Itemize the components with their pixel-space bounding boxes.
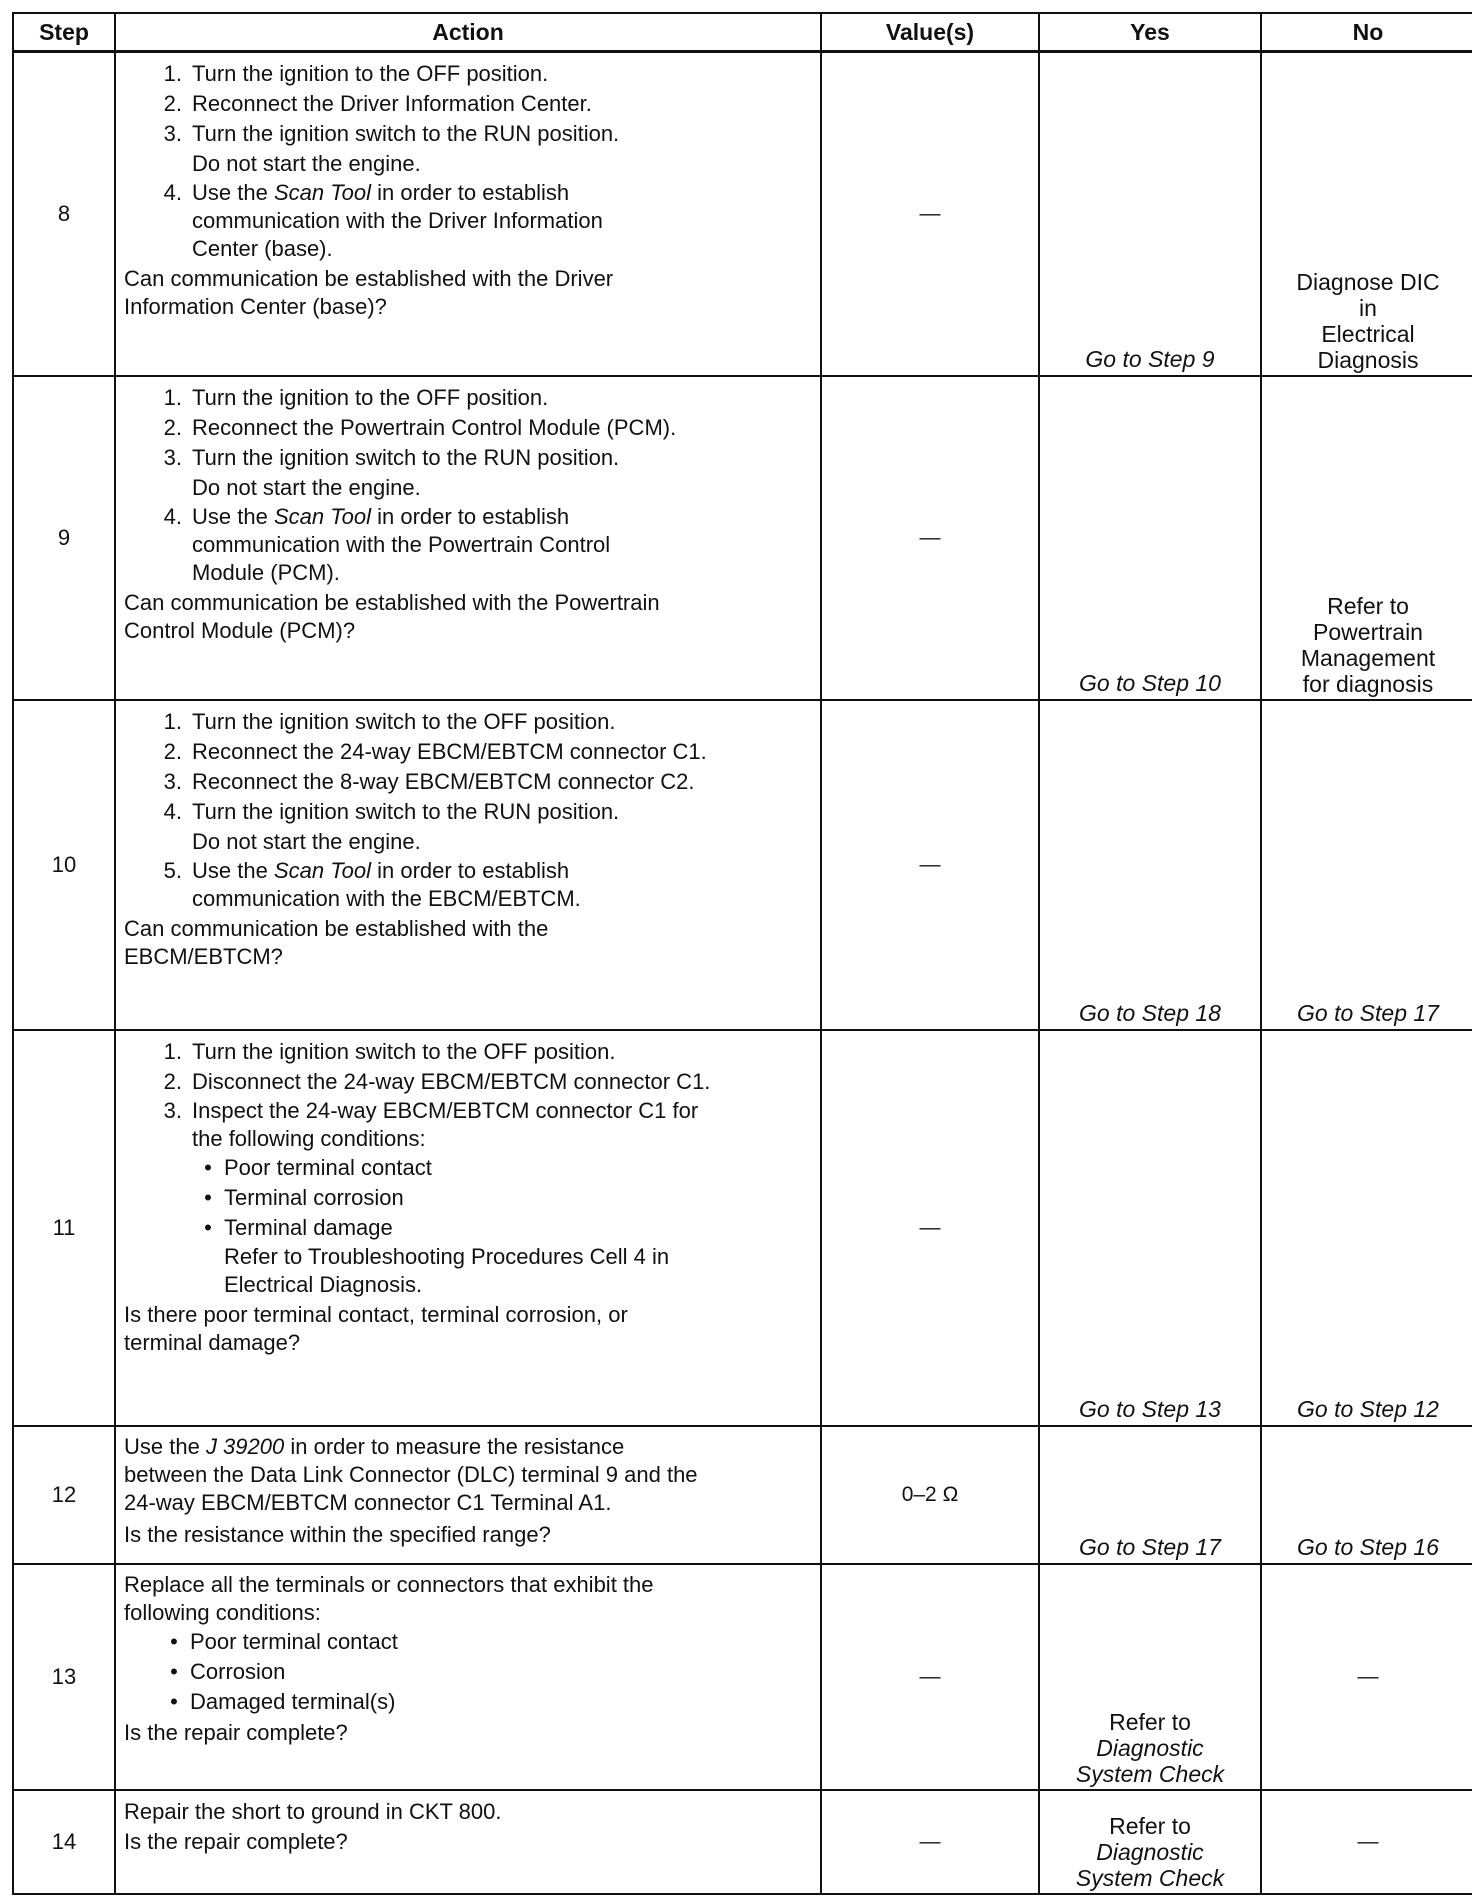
question-line: Is the repair complete? [124, 1719, 348, 1745]
list-item [124, 1183, 814, 1213]
step-number: 14 [13, 1790, 115, 1894]
item-text: in order to measure the resistance [284, 1433, 625, 1459]
item-text: communication with the Driver Information [192, 208, 603, 233]
item-text: Reconnect the Powertrain Control Module (PCM). [192, 414, 677, 440]
table-row-step-12 [13, 1426, 1472, 1564]
no-line: for diagnosis [1302, 670, 1434, 697]
item-text: Use the [192, 180, 274, 205]
question-text [124, 589, 814, 645]
item-number: 1. [163, 708, 182, 734]
item-number: 3. [163, 1097, 182, 1123]
item-text: communication with the Powertrain Control [192, 531, 611, 557]
no-value: — [1357, 1829, 1379, 1853]
no-cell [1261, 700, 1472, 1030]
yes-cell [1039, 700, 1261, 1030]
yes-action: Go to Step 17 [1079, 1533, 1221, 1560]
no-cell [1261, 1426, 1472, 1564]
no-line: Refer to [1327, 592, 1409, 619]
question-line: Is the repair complete? [124, 1828, 348, 1854]
bullet-text: Terminal corrosion [224, 1184, 404, 1210]
bullet-icon: • [170, 1658, 178, 1684]
item-text: in order to establish [370, 180, 570, 205]
item-text: 24-way EBCM/EBTCM connector C1 Terminal A1. [124, 1489, 612, 1515]
yes-cell [1039, 52, 1261, 376]
value-cell [821, 376, 1039, 700]
question-line: Can communication be established with the Powertrain [124, 589, 660, 615]
scan-tool-term: Scan Tool [273, 857, 371, 883]
yes-line: System Check [1075, 1760, 1225, 1787]
bullet-icon: • [204, 1154, 212, 1180]
table-row-step-14 [13, 1790, 1472, 1894]
action-cell [115, 700, 821, 1030]
item-number: 4. [163, 798, 182, 824]
item-number: 1. [163, 1038, 182, 1064]
value-cell [821, 700, 1039, 1030]
step-number: 10 [13, 700, 115, 1030]
header-values: Value(s) [821, 13, 1039, 52]
scan-tool-term: Scan Tool [273, 180, 371, 205]
value-cell [821, 1790, 1039, 1894]
value-cell [821, 1564, 1039, 1790]
item-number: 1. [163, 384, 182, 410]
item-number: 1. [163, 61, 182, 86]
question-line: Information Center (base)? [124, 294, 387, 319]
step-number: 12 [13, 1426, 115, 1564]
no-line: Management [1300, 644, 1436, 671]
step-number: 13 [13, 1564, 115, 1790]
yes-line: Diagnostic [1096, 1734, 1204, 1761]
value-text: — [919, 201, 941, 225]
item-number: 3. [163, 444, 182, 470]
value-text: 0–2 Ω [901, 1482, 959, 1506]
item-text: Reconnect the 8-way EBCM/EBTCM connector C2. [192, 768, 695, 794]
no-cell [1261, 1790, 1472, 1894]
yes-cell [1039, 376, 1261, 700]
item-text: Turn the ignition to the OFF position. [192, 61, 549, 86]
item-number: 3. [163, 768, 182, 794]
step-number: 9 [13, 376, 115, 700]
item-text: Disconnect the 24-way EBCM/EBTCM connector C1. [192, 1068, 711, 1094]
item-text: Module (PCM). [192, 559, 340, 585]
item-text: Do not start the engine. [192, 828, 421, 854]
yes-cell [1039, 1426, 1261, 1564]
question-line: Can communication be established with the Driver [124, 266, 614, 291]
item-text: Turn the ignition switch to the OFF position. [192, 1038, 616, 1064]
no-cell [1261, 1564, 1472, 1790]
question-line: EBCM/EBTCM? [124, 943, 283, 969]
no-cell [1261, 52, 1472, 376]
no-action: Go to Step 16 [1297, 1533, 1439, 1560]
action-cell [115, 1426, 821, 1564]
yes-cell [1039, 1564, 1261, 1790]
note-line: Refer to Troubleshooting Procedures Cell 4 in [224, 1243, 670, 1269]
value-cell [821, 52, 1039, 376]
scan-tool-term: Scan Tool [273, 503, 371, 529]
question-line: terminal damage? [124, 1329, 301, 1355]
item-text: Use the [192, 503, 274, 529]
yes-action: Go to Step 9 [1085, 345, 1215, 372]
no-action: Go to Step 17 [1297, 999, 1439, 1026]
yes-line: Refer to [1109, 1708, 1191, 1735]
bullet-text: Damaged terminal(s) [190, 1688, 396, 1714]
note-line: Electrical Diagnosis. [224, 1271, 423, 1297]
question-line: Is the resistance within the specified range? [124, 1521, 551, 1547]
header-yes: Yes [1039, 13, 1261, 52]
item-text: the following conditions: [192, 1125, 426, 1151]
table-header-row [13, 13, 1472, 52]
list-item [124, 1687, 814, 1717]
item-text: Turn the ignition switch to the OFF position. [192, 708, 616, 734]
question-line: Is there poor terminal contact, terminal corrosion, or [124, 1301, 628, 1327]
item-number: 4. [163, 503, 182, 529]
action-cell [115, 1030, 821, 1426]
item-text: Do not start the engine. [192, 474, 421, 500]
yes-action: Go to Step 10 [1079, 669, 1221, 696]
bullet-icon: • [204, 1214, 212, 1240]
bullet-text: Terminal damage [224, 1214, 393, 1240]
bullet-icon: • [170, 1688, 178, 1714]
no-cell [1261, 376, 1472, 700]
item-text: Turn the ignition switch to the RUN position. [192, 444, 620, 470]
list-item [124, 1153, 814, 1183]
table-row-step-8 [13, 52, 1472, 376]
no-value: — [1357, 1664, 1379, 1688]
yes-action: Go to Step 18 [1079, 999, 1221, 1026]
no-line: Powertrain [1313, 618, 1423, 645]
list-item [124, 1627, 814, 1657]
step-number: 11 [13, 1030, 115, 1426]
question-text [124, 1301, 814, 1357]
value-cell [821, 1030, 1039, 1426]
item-text: following conditions: [124, 1599, 321, 1625]
bullet-text: Corrosion [190, 1658, 286, 1684]
yes-cell [1039, 1030, 1261, 1426]
no-cell [1261, 1030, 1472, 1426]
header-step: Step [13, 13, 115, 52]
item-text: in order to establish [370, 857, 570, 883]
bullet-text: Poor terminal contact [190, 1628, 398, 1654]
item-number: 5. [163, 857, 182, 883]
item-text: Replace all the terminals or connectors that exhibit the [124, 1571, 654, 1597]
item-text: communication with the EBCM/EBTCM. [192, 885, 581, 911]
no-line: Diagnosis [1317, 346, 1419, 373]
no-action: Go to Step 12 [1297, 1395, 1439, 1422]
question-text [124, 915, 814, 971]
yes-line: System Check [1075, 1864, 1225, 1891]
item-number: 2. [163, 414, 182, 440]
action-cell [115, 1790, 821, 1894]
header-no: No [1261, 13, 1472, 52]
item-text: Turn the ignition to the OFF position. [192, 384, 549, 410]
action-cell [115, 376, 821, 700]
question-text [124, 265, 814, 321]
item-text: Do not start the engine. [192, 151, 421, 176]
item-number: 2. [163, 738, 182, 764]
yes-action: Go to Step 13 [1079, 1395, 1221, 1422]
value-cell [821, 1426, 1039, 1564]
item-text: Use the [192, 857, 274, 883]
item-text: Turn the ignition switch to the RUN position. [192, 121, 620, 146]
item-text: Use the [124, 1433, 206, 1459]
item-number: 2. [163, 1068, 182, 1094]
yes-line: Diagnostic [1096, 1838, 1204, 1865]
table-row-step-13 [13, 1564, 1472, 1790]
tool-term: J 39200 [205, 1433, 285, 1459]
no-line: Diagnose DIC [1296, 268, 1440, 295]
value-text: — [919, 1664, 941, 1688]
question-line: Can communication be established with the [124, 915, 549, 941]
step-number: 8 [13, 52, 115, 376]
value-text: — [919, 1829, 941, 1853]
item-number: 2. [163, 91, 182, 116]
question-line: Control Module (PCM)? [124, 617, 356, 643]
item-text: Reconnect the Driver Information Center. [192, 91, 592, 116]
action-cell [115, 1564, 821, 1790]
value-text: — [919, 852, 941, 876]
item-number: 4. [163, 180, 182, 205]
bullet-icon: • [170, 1628, 178, 1654]
document-page [12, 12, 1472, 1895]
yes-cell [1039, 1790, 1261, 1894]
item-text: Inspect the 24-way EBCM/EBTCM connector C1 for [192, 1097, 699, 1123]
table-row-step-9 [13, 376, 1472, 700]
item-text: Center (base). [192, 236, 333, 261]
diagnostic-table [12, 12, 1472, 1895]
table-row-step-11 [13, 1030, 1472, 1426]
header-action: Action [115, 13, 821, 52]
bullet-text: Poor terminal contact [224, 1154, 432, 1180]
list-item [124, 1657, 814, 1687]
action-cell [115, 52, 821, 376]
item-number: 3. [163, 121, 182, 146]
item-text: in order to establish [370, 503, 570, 529]
item-text: Turn the ignition switch to the RUN position. [192, 798, 620, 824]
bullet-icon: • [204, 1184, 212, 1210]
item-text: Repair the short to ground in CKT 800. [124, 1798, 502, 1824]
no-line: in [1359, 294, 1377, 321]
table-row-step-10 [13, 700, 1472, 1030]
item-text: Reconnect the 24-way EBCM/EBTCM connector C1. [192, 738, 707, 764]
value-text: — [919, 525, 941, 549]
yes-line: Refer to [1109, 1812, 1191, 1839]
list-item [124, 1213, 814, 1243]
no-line: Electrical [1321, 320, 1415, 347]
item-text: between the Data Link Connector (DLC) terminal 9 and the [124, 1461, 698, 1487]
value-text: — [919, 1215, 941, 1239]
